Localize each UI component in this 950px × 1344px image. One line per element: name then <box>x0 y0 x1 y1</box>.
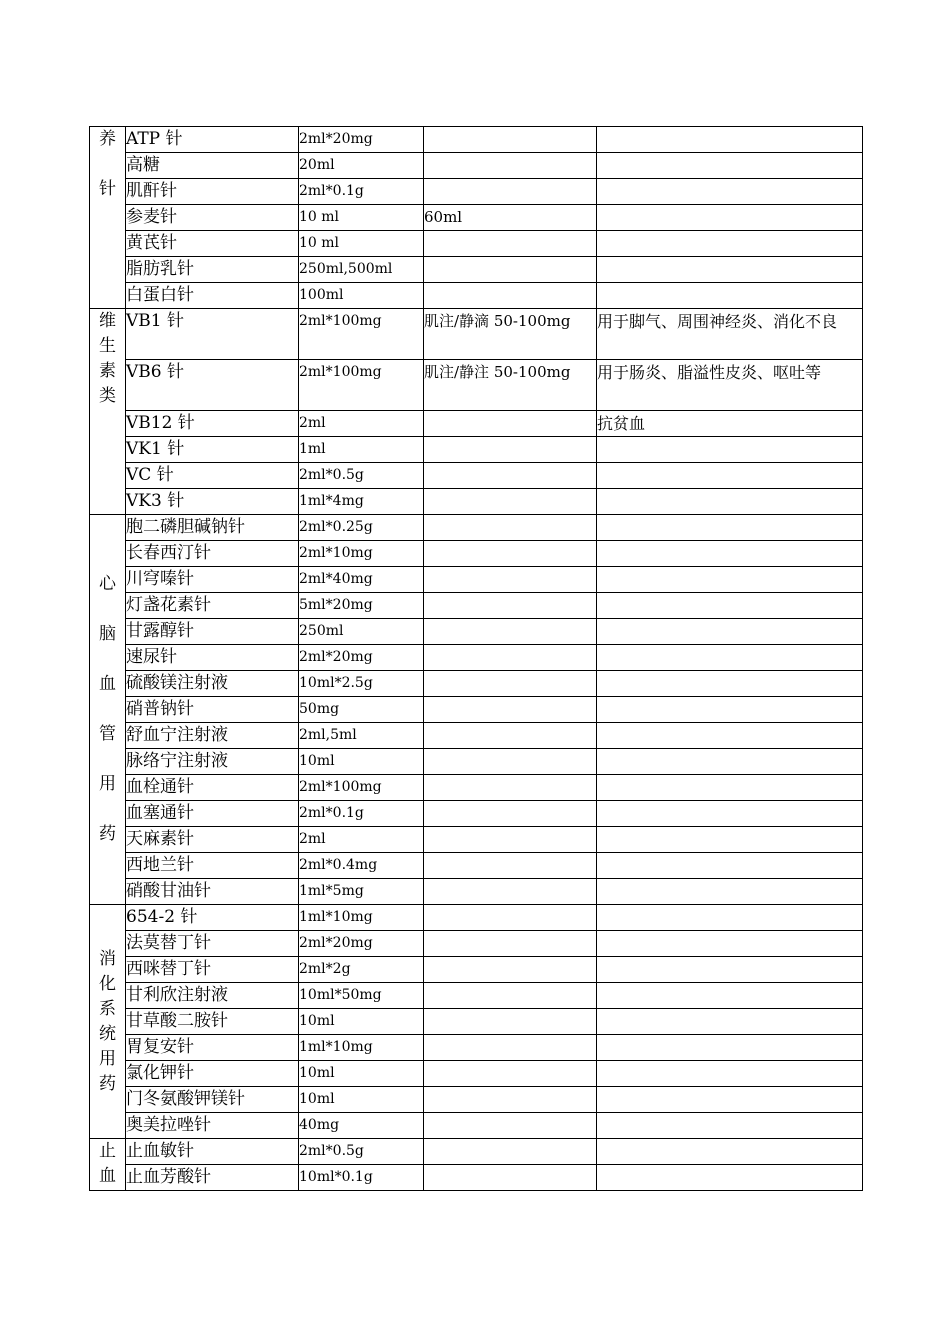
drug-usage-cell <box>424 957 597 983</box>
drug-usage-cell <box>424 127 597 153</box>
drug-usage-cell <box>424 541 597 567</box>
drug-usage-cell <box>424 283 597 309</box>
drug-indication-cell <box>597 231 863 257</box>
table-row <box>90 853 863 879</box>
drug-indication-cell <box>597 1165 863 1191</box>
drug-name-cell: 硝酸甘油针 <box>126 879 299 905</box>
drug-spec-cell: 250ml <box>299 619 424 645</box>
drug-name-cell: 脉络宁注射液 <box>126 749 299 775</box>
drug-usage-cell: 肌注/静滴 50-100mg <box>424 309 597 360</box>
drug-spec-cell: 2ml*100mg <box>299 775 424 801</box>
table-row <box>90 515 863 541</box>
drug-indication-cell: 用于肠炎、脂溢性皮炎、呕吐等 <box>597 360 863 411</box>
drug-usage-cell <box>424 827 597 853</box>
drug-spec-cell: 20ml <box>299 153 424 179</box>
drug-name-cell: 止血芳酸针 <box>126 1165 299 1191</box>
drug-usage-cell <box>424 463 597 489</box>
drug-spec-cell: 5ml*20mg <box>299 593 424 619</box>
drug-usage-cell <box>424 489 597 515</box>
drug-indication-cell <box>597 801 863 827</box>
table-row <box>90 360 863 411</box>
drug-indication-cell <box>597 127 863 153</box>
table-row <box>90 463 863 489</box>
table-row <box>90 1113 863 1139</box>
category-char: 消 <box>99 948 116 969</box>
drug-spec-cell: 1ml*10mg <box>299 905 424 931</box>
drug-spec-cell: 2ml*0.1g <box>299 179 424 205</box>
drug-usage-cell <box>424 1139 597 1165</box>
drug-usage-cell <box>424 1061 597 1087</box>
table-row <box>90 697 863 723</box>
table-row <box>90 801 863 827</box>
category-char: 素 <box>99 361 116 381</box>
drug-name-cell: 血栓通针 <box>126 775 299 801</box>
category-char: 脑 <box>99 624 116 644</box>
drug-name-cell: 止血敏针 <box>126 1139 299 1165</box>
drug-spec-cell: 10ml <box>299 1009 424 1035</box>
drug-name-cell: 甘利欣注射液 <box>126 983 299 1009</box>
drug-spec-cell: 10 ml <box>299 231 424 257</box>
drug-name-cell: 白蛋白针 <box>126 283 299 309</box>
drug-name-cell: 川穹嗪针 <box>126 567 299 593</box>
category-char: 药 <box>99 1073 116 1094</box>
drug-spec-cell: 2ml <box>299 411 424 437</box>
drug-indication-cell <box>597 489 863 515</box>
table-row <box>90 309 863 360</box>
drug-usage-cell <box>424 905 597 931</box>
drug-name-cell: 奥美拉唑针 <box>126 1113 299 1139</box>
drug-name-cell: ATP 针 <box>126 127 299 153</box>
drug-usage-cell <box>424 1009 597 1035</box>
table-row <box>90 567 863 593</box>
table-row <box>90 671 863 697</box>
drug-name-cell: 胞二磷胆碱钠针 <box>126 515 299 541</box>
drug-spec-cell: 2ml*100mg <box>299 309 424 360</box>
drug-usage-cell <box>424 749 597 775</box>
drug-name-cell: 参麦针 <box>126 205 299 231</box>
drug-name-cell: 氯化钾针 <box>126 1061 299 1087</box>
drug-usage-cell <box>424 645 597 671</box>
table-row <box>90 541 863 567</box>
category-cell <box>90 905 126 1139</box>
table-body <box>90 127 863 1191</box>
drug-usage-cell <box>424 179 597 205</box>
drug-name-cell: 西咪替丁针 <box>126 957 299 983</box>
drug-indication-cell: 抗贫血 <box>597 411 863 437</box>
table-row <box>90 1087 863 1113</box>
drug-name-cell: VB12 针 <box>126 411 299 437</box>
drug-indication-cell <box>597 1035 863 1061</box>
category-char: 养 <box>99 129 116 149</box>
drug-name-cell: 舒血宁注射液 <box>126 723 299 749</box>
drug-usage-cell <box>424 801 597 827</box>
drug-spec-cell: 2ml*0.25g <box>299 515 424 541</box>
drug-spec-cell: 10 ml <box>299 205 424 231</box>
table-row <box>90 437 863 463</box>
table-row <box>90 775 863 801</box>
drug-name-cell: 西地兰针 <box>126 853 299 879</box>
drug-usage-cell <box>424 931 597 957</box>
drug-name-cell: 甘草酸二胺针 <box>126 1009 299 1035</box>
drug-usage-cell <box>424 411 597 437</box>
drug-usage-cell <box>424 1087 597 1113</box>
drug-indication-cell <box>597 1061 863 1087</box>
drug-spec-cell: 1ml <box>299 437 424 463</box>
drug-spec-cell: 100ml <box>299 283 424 309</box>
category-char: 血 <box>99 1166 116 1186</box>
category-char: 化 <box>99 973 116 994</box>
drug-indication-cell <box>597 749 863 775</box>
drug-name-cell: 长春西汀针 <box>126 541 299 567</box>
table-row <box>90 411 863 437</box>
drug-name-cell: 黄芪针 <box>126 231 299 257</box>
table-row <box>90 645 863 671</box>
table-row <box>90 1139 863 1165</box>
drug-usage-cell <box>424 593 597 619</box>
table-row <box>90 283 863 309</box>
drug-indication-cell <box>597 619 863 645</box>
drug-name-cell: 速尿针 <box>126 645 299 671</box>
drug-indication-cell <box>597 671 863 697</box>
drug-table <box>89 126 863 1191</box>
drug-spec-cell: 2ml*0.5g <box>299 463 424 489</box>
drug-spec-cell: 1ml*10mg <box>299 1035 424 1061</box>
drug-spec-cell: 10ml <box>299 749 424 775</box>
table-row <box>90 205 863 231</box>
category-char: 药 <box>99 824 116 844</box>
drug-spec-cell: 2ml*100mg <box>299 360 424 411</box>
drug-spec-cell: 2ml*0.4mg <box>299 853 424 879</box>
drug-name-cell: VK3 针 <box>126 489 299 515</box>
table-row <box>90 179 863 205</box>
table-row <box>90 593 863 619</box>
category-char: 统 <box>99 1023 116 1044</box>
table-row <box>90 879 863 905</box>
drug-usage-cell <box>424 983 597 1009</box>
drug-indication-cell <box>597 437 863 463</box>
table-row <box>90 931 863 957</box>
drug-spec-cell: 2ml*2g <box>299 957 424 983</box>
drug-spec-cell: 2ml <box>299 827 424 853</box>
drug-indication-cell <box>597 515 863 541</box>
category-char: 针 <box>99 179 116 199</box>
table-row <box>90 957 863 983</box>
drug-spec-cell: 10ml*2.5g <box>299 671 424 697</box>
drug-name-cell: VB6 针 <box>126 360 299 411</box>
drug-indication-cell <box>597 879 863 905</box>
drug-name-cell: 胃复安针 <box>126 1035 299 1061</box>
table-row <box>90 257 863 283</box>
drug-indication-cell <box>597 983 863 1009</box>
drug-spec-cell: 10ml <box>299 1087 424 1113</box>
drug-usage-cell: 60ml <box>424 205 597 231</box>
table-row <box>90 983 863 1009</box>
drug-indication-cell <box>597 775 863 801</box>
drug-spec-cell: 10ml*50mg <box>299 983 424 1009</box>
drug-spec-cell: 2ml*20mg <box>299 931 424 957</box>
drug-usage-cell <box>424 257 597 283</box>
drug-spec-cell: 2ml*0.1g <box>299 801 424 827</box>
table-row <box>90 489 863 515</box>
drug-indication-cell: 用于脚气、周围神经炎、消化不良 <box>597 309 863 360</box>
drug-spec-cell: 2ml*10mg <box>299 541 424 567</box>
category-cell <box>90 309 126 515</box>
category-char: 心 <box>99 574 116 594</box>
drug-usage-cell <box>424 1165 597 1191</box>
drug-indication-cell <box>597 283 863 309</box>
drug-name-cell: VC 针 <box>126 463 299 489</box>
drug-spec-cell: 2ml*0.5g <box>299 1139 424 1165</box>
category-char: 用 <box>99 1048 116 1069</box>
table-row <box>90 1061 863 1087</box>
drug-usage-cell <box>424 879 597 905</box>
drug-name-cell: 甘露醇针 <box>126 619 299 645</box>
drug-indication-cell <box>597 957 863 983</box>
table-row <box>90 905 863 931</box>
category-char: 类 <box>99 386 116 406</box>
drug-usage-cell <box>424 1035 597 1061</box>
table-row <box>90 827 863 853</box>
table-row <box>90 231 863 257</box>
category-char: 维 <box>99 311 116 331</box>
category-char: 用 <box>99 774 116 794</box>
drug-spec-cell: 50mg <box>299 697 424 723</box>
drug-name-cell: 654-2 针 <box>126 905 299 931</box>
drug-indication-cell <box>597 153 863 179</box>
drug-indication-cell <box>597 567 863 593</box>
drug-indication-cell <box>597 1009 863 1035</box>
drug-name-cell: 门冬氨酸钾镁针 <box>126 1087 299 1113</box>
drug-spec-cell: 40mg <box>299 1113 424 1139</box>
drug-indication-cell <box>597 905 863 931</box>
drug-name-cell: 脂肪乳针 <box>126 257 299 283</box>
drug-indication-cell <box>597 723 863 749</box>
table-row <box>90 1035 863 1061</box>
drug-indication-cell <box>597 931 863 957</box>
drug-name-cell: 硫酸镁注射液 <box>126 671 299 697</box>
category-char: 系 <box>99 998 116 1019</box>
category-cell <box>90 127 126 309</box>
table-row <box>90 1165 863 1191</box>
drug-usage-cell <box>424 1113 597 1139</box>
drug-indication-cell <box>597 645 863 671</box>
drug-indication-cell <box>597 257 863 283</box>
drug-usage-cell <box>424 697 597 723</box>
drug-usage-cell <box>424 775 597 801</box>
drug-indication-cell <box>597 593 863 619</box>
drug-spec-cell: 2ml*40mg <box>299 567 424 593</box>
drug-spec-cell: 250ml,500ml <box>299 257 424 283</box>
drug-usage-cell <box>424 515 597 541</box>
drug-spec-cell: 10ml <box>299 1061 424 1087</box>
drug-indication-cell <box>597 205 863 231</box>
drug-indication-cell <box>597 1113 863 1139</box>
table-row <box>90 153 863 179</box>
drug-name-cell: 肌酐针 <box>126 179 299 205</box>
table-row <box>90 1009 863 1035</box>
drug-spec-cell: 2ml,5ml <box>299 723 424 749</box>
table-row <box>90 127 863 153</box>
category-char: 血 <box>99 674 116 694</box>
drug-spec-cell: 2ml*20mg <box>299 645 424 671</box>
drug-name-cell: VB1 针 <box>126 309 299 360</box>
table-row <box>90 749 863 775</box>
drug-indication-cell <box>597 541 863 567</box>
drug-usage-cell <box>424 723 597 749</box>
drug-indication-cell <box>597 179 863 205</box>
table-row <box>90 619 863 645</box>
drug-usage-cell <box>424 231 597 257</box>
drug-indication-cell <box>597 1139 863 1165</box>
drug-name-cell: 天麻素针 <box>126 827 299 853</box>
drug-indication-cell <box>597 827 863 853</box>
drug-indication-cell <box>597 853 863 879</box>
drug-usage-cell <box>424 437 597 463</box>
category-cell <box>90 515 126 905</box>
drug-usage-cell <box>424 567 597 593</box>
drug-spec-cell: 1ml*5mg <box>299 879 424 905</box>
drug-name-cell: 灯盏花素针 <box>126 593 299 619</box>
category-char: 止 <box>99 1141 116 1161</box>
drug-name-cell: VK1 针 <box>126 437 299 463</box>
drug-name-cell: 血塞通针 <box>126 801 299 827</box>
drug-usage-cell: 肌注/静注 50-100mg <box>424 360 597 411</box>
category-char: 生 <box>99 336 116 356</box>
drug-indication-cell <box>597 697 863 723</box>
category-cell <box>90 1139 126 1191</box>
drug-usage-cell <box>424 671 597 697</box>
drug-usage-cell <box>424 619 597 645</box>
table-row <box>90 723 863 749</box>
drug-name-cell: 法莫替丁针 <box>126 931 299 957</box>
drug-spec-cell: 10ml*0.1g <box>299 1165 424 1191</box>
drug-usage-cell <box>424 853 597 879</box>
category-char: 管 <box>99 724 116 744</box>
drug-spec-cell: 2ml*20mg <box>299 127 424 153</box>
drug-name-cell: 硝普钠针 <box>126 697 299 723</box>
drug-usage-cell <box>424 153 597 179</box>
drug-name-cell: 高糖 <box>126 153 299 179</box>
drug-indication-cell <box>597 463 863 489</box>
drug-spec-cell: 1ml*4mg <box>299 489 424 515</box>
drug-indication-cell <box>597 1087 863 1113</box>
